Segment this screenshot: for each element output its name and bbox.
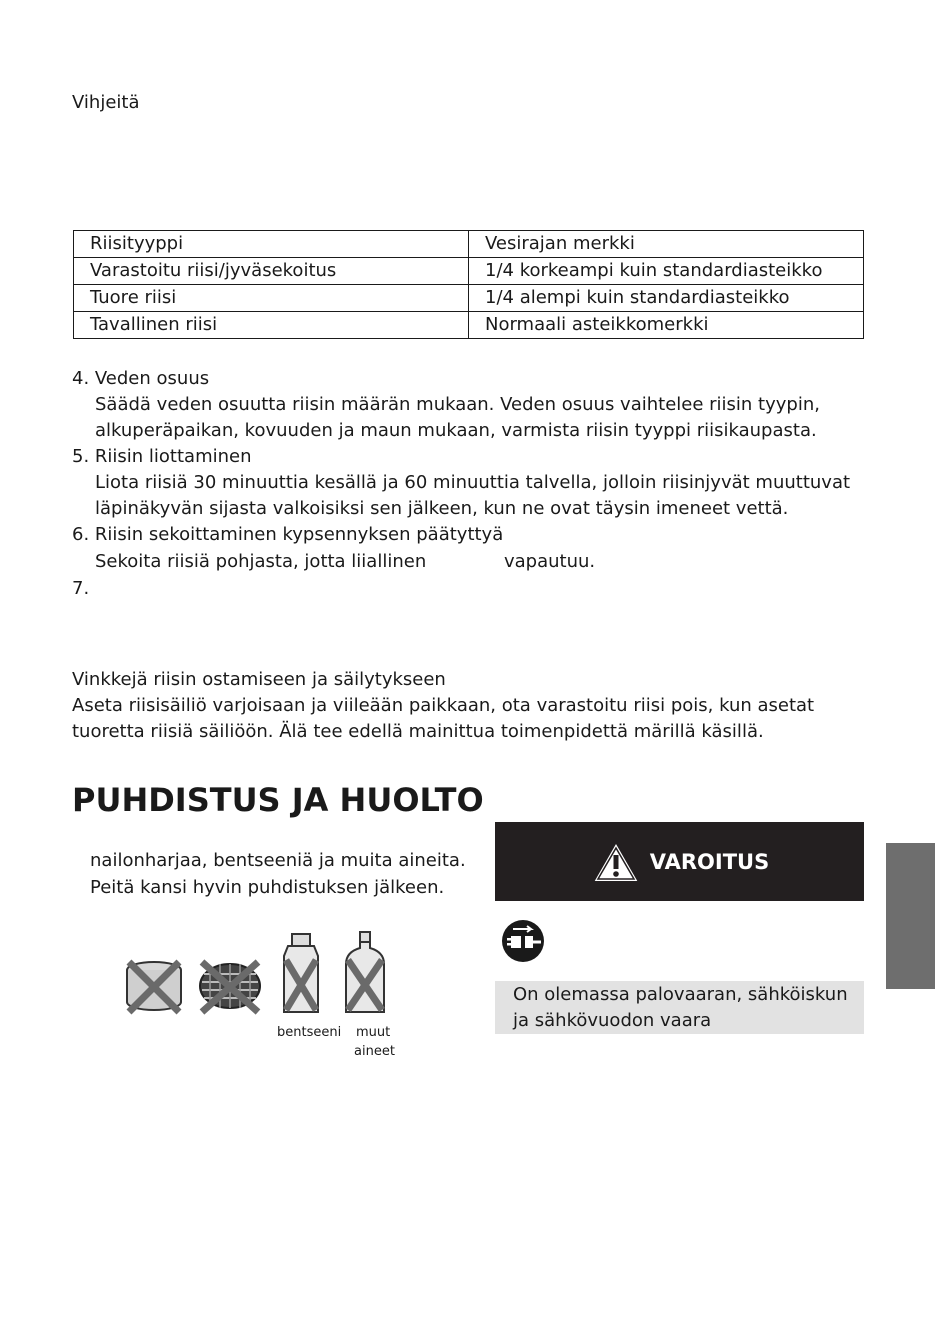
scouring-pad-icon	[127, 962, 181, 1012]
storage-heading: Vinkkejä riisin ostamiseen ja säilytykseen	[72, 669, 446, 690]
cleaning-heading: PUHDISTUS JA HUOLTO	[72, 781, 484, 819]
warning-text-box	[495, 981, 864, 1034]
item-7-title: 7.	[72, 578, 90, 599]
item-4-text: Säädä veden osuutta riisin määrän mukaan. Veden osuus vaihtelee riisin tyypin,	[95, 394, 820, 415]
benzene-bottle-icon	[284, 934, 318, 1012]
table-row	[74, 285, 864, 312]
storage-text: tuoretta riisiä säiliöön. Älä tee edellä mainittua toimenpidettä märillä käsillä.	[72, 721, 764, 742]
tips-heading: Vihjeitä	[72, 92, 140, 113]
unplug-icon	[501, 919, 545, 963]
item-6-text-end: vapautuu.	[504, 551, 596, 572]
table-cell: Tavallinen riisi	[74, 312, 469, 339]
cleaning-text: nailonharjaa, bentseeniä ja muita aineita.	[90, 850, 466, 871]
warning-text: ja sähkövuodon vaara	[513, 1010, 712, 1031]
table-cell: Tuore riisi	[74, 285, 469, 312]
item-5-title: 5. Riisin liottaminen	[72, 446, 252, 467]
warning-label: VAROITUS	[649, 849, 770, 874]
forbidden-cleaning-items-illustration	[120, 930, 410, 1025]
other-agents-caption: muut	[356, 1025, 391, 1040]
item-6-title: 6. Riisin sekoittaminen kypsennyksen päätyttyä	[72, 524, 504, 545]
item-5-text: Liota riisiä 30 minuuttia kesällä ja 60 minuuttia talvella, jolloin riisinjyvät muuttuvat	[95, 472, 851, 493]
nylon-brush-icon	[200, 962, 260, 1012]
table-header-row	[74, 231, 864, 258]
item-4-title: 4. Veden osuus	[72, 368, 210, 389]
side-tab-marker	[886, 843, 935, 989]
table-cell: Normaali asteikkomerkki	[469, 312, 864, 339]
item-5-text: läpinäkyvän sijasta valkoisiksi sen jälkeen, kun ne ovat täysin imeneet vettä.	[95, 498, 789, 519]
table-header-cell: Vesirajan merkki	[469, 231, 864, 258]
table-row	[74, 312, 864, 339]
table-row	[74, 258, 864, 285]
item-6-text: Sekoita riisiä pohjasta, jotta liiallinen	[95, 551, 427, 572]
warning-text: On olemassa palovaaran, sähköiskun	[513, 984, 848, 1005]
warning-banner	[495, 822, 864, 901]
table-cell: Varastoitu riisi/jyväsekoitus	[74, 258, 469, 285]
cleaning-text: Peitä kansi hyvin puhdistuksen jälkeen.	[90, 877, 445, 898]
table-cell: 1/4 korkeampi kuin standardiasteikko	[469, 258, 864, 285]
warning-triangle-icon	[590, 839, 642, 885]
benzene-caption: bentseeni	[277, 1025, 342, 1040]
rice-type-table	[73, 230, 864, 339]
chemical-bottle-icon	[346, 932, 384, 1012]
item-4-text: alkuperäpaikan, kovuuden ja maun mukaan, varmista riisin tyyppi riisikaupasta.	[95, 420, 817, 441]
other-agents-caption: aineet	[354, 1044, 395, 1059]
table-cell: 1/4 alempi kuin standardiasteikko	[469, 285, 864, 312]
table-header-cell: Riisityyppi	[74, 231, 469, 258]
storage-text: Aseta riisisäiliö varjoisaan ja viileään paikkaan, ota varastoitu riisi pois, kun asetat	[72, 695, 815, 716]
